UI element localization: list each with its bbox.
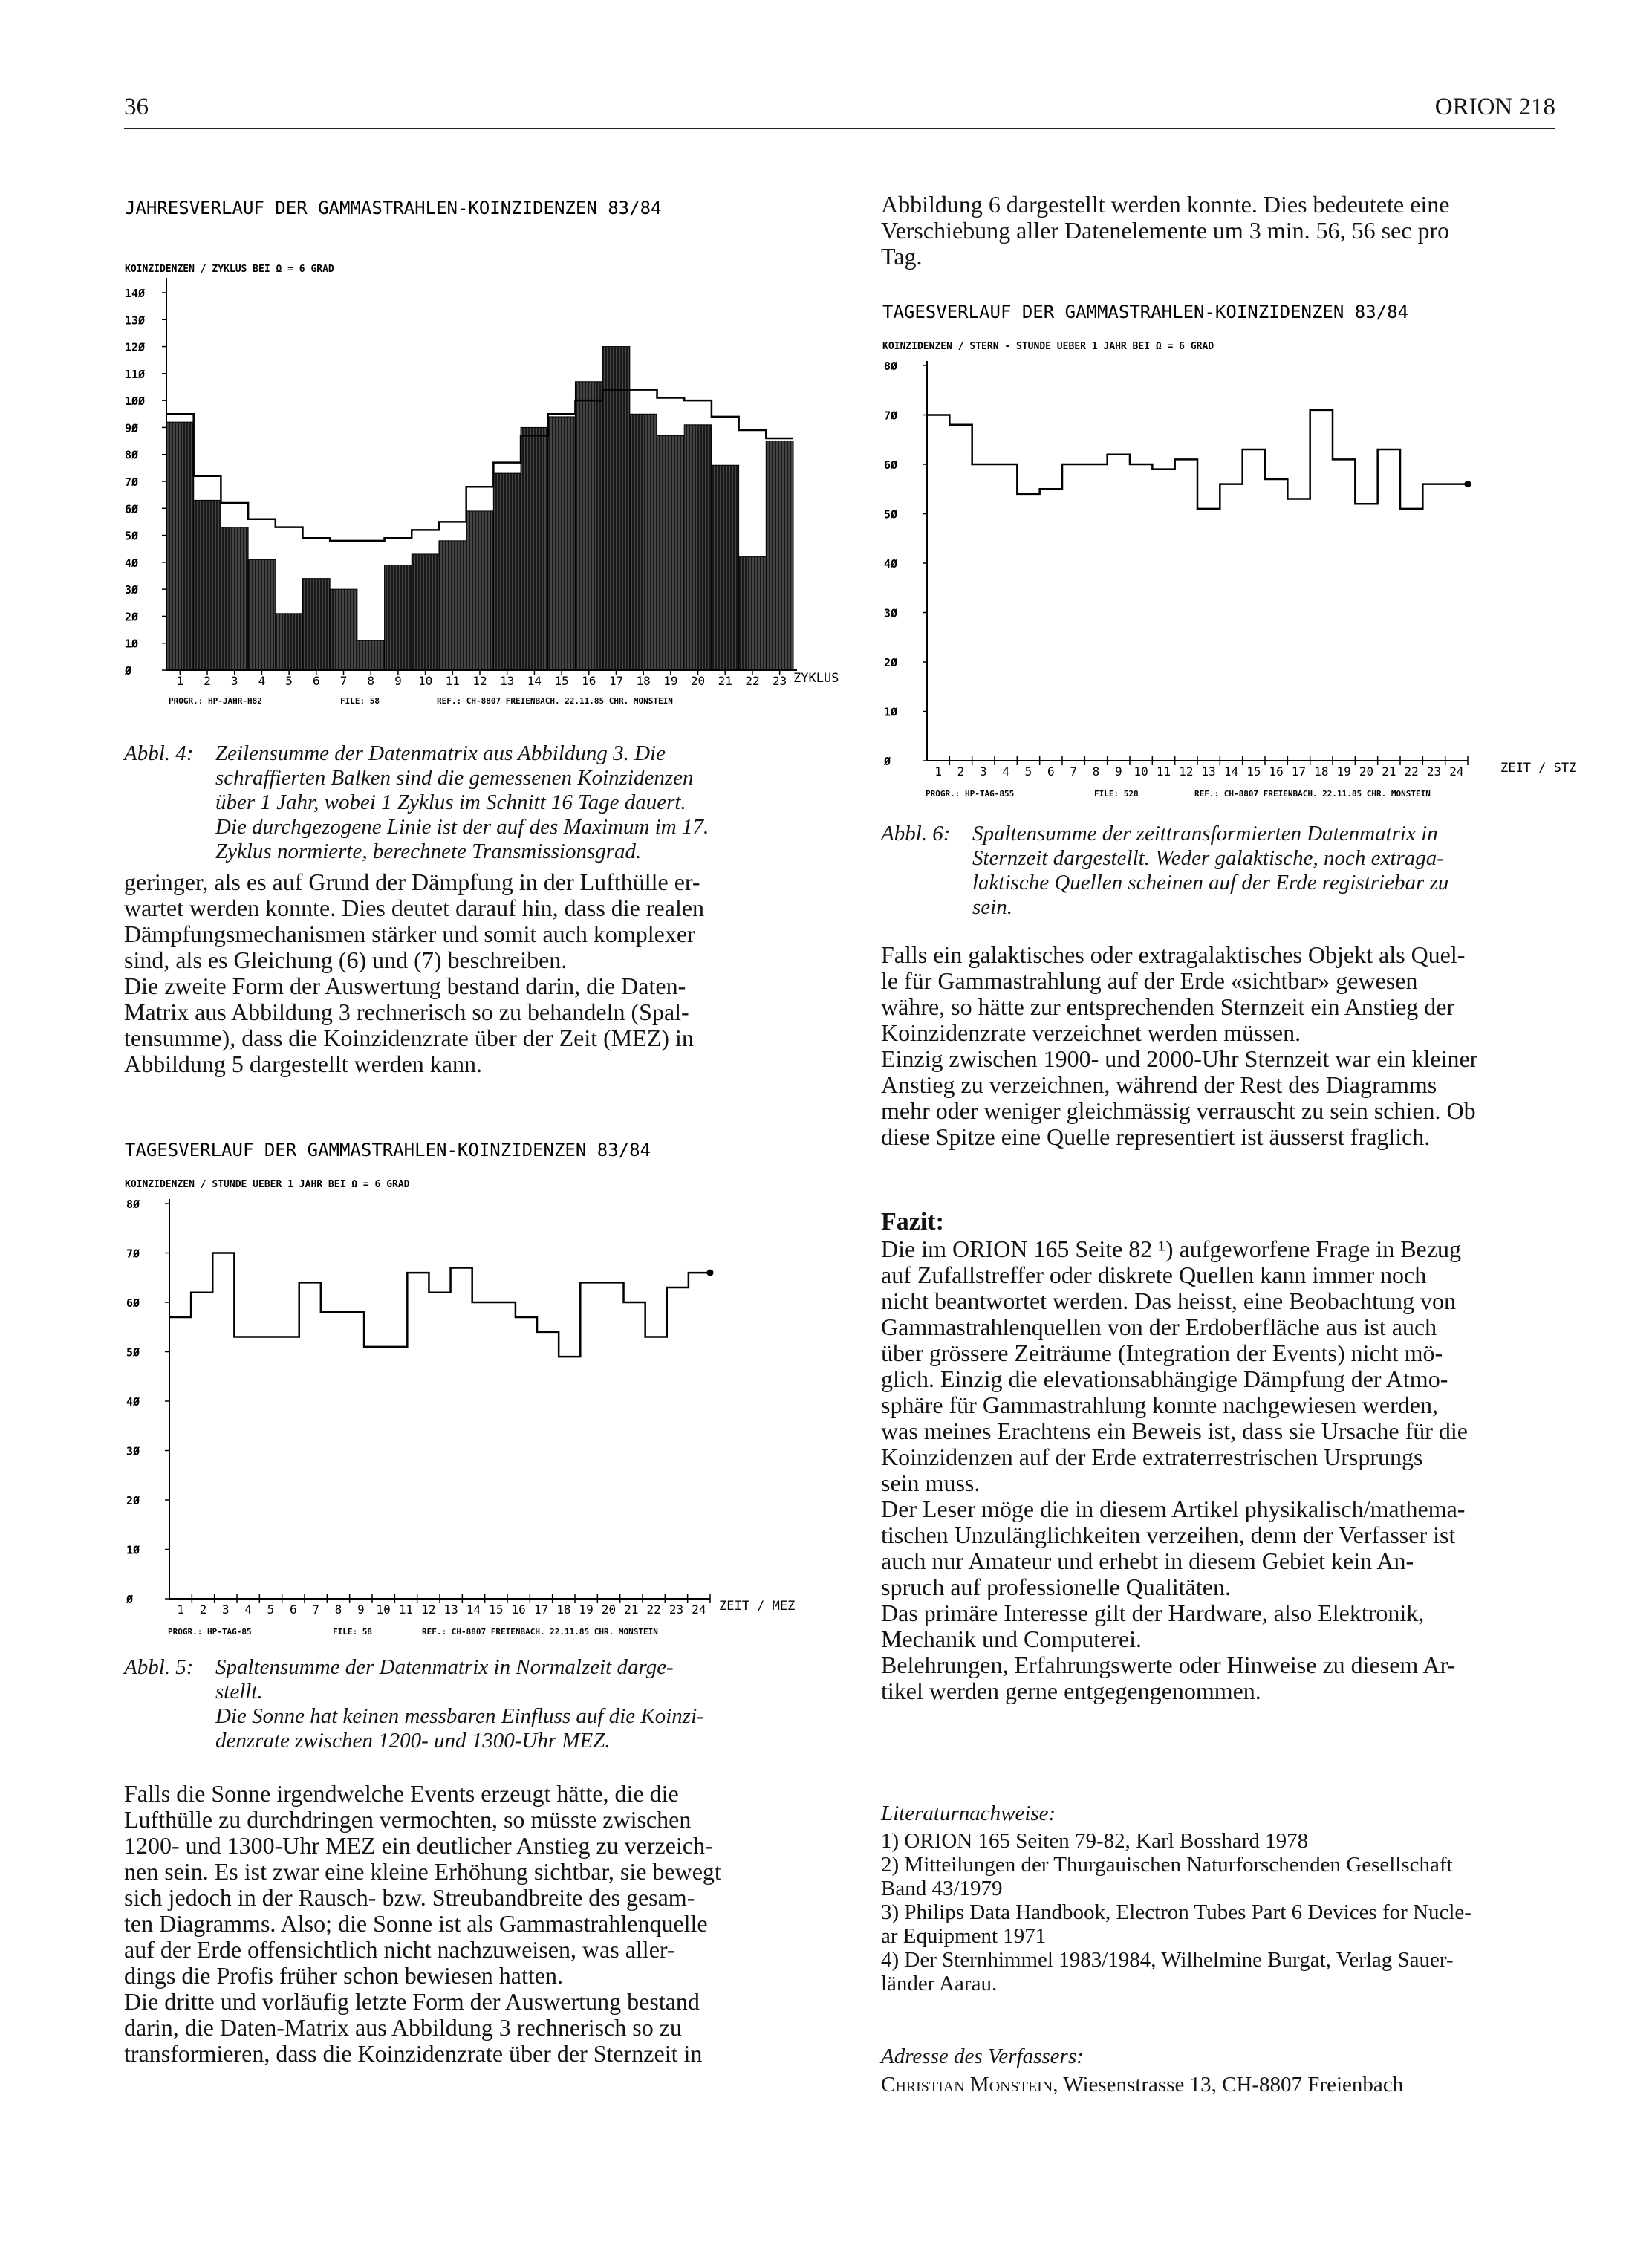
data-bar <box>302 579 330 670</box>
x-tick-label: 23 <box>1426 764 1442 779</box>
x-tick-label: 23 <box>773 674 787 688</box>
text-line: sich jedoch in der Rausch- bzw. Streubandbreite des gesam- <box>124 1884 695 1911</box>
caption-line: Die Sonne hat keinen messbaren Einfluss auf die Koinzi- <box>215 1704 704 1728</box>
right-paragraph-3 <box>881 1236 1598 1704</box>
fig6-end-point <box>1465 481 1471 487</box>
text-line: diese Spitze eine Quelle representiert ist äusserst fraglich. <box>881 1123 1431 1150</box>
x-tick-label: 12 <box>1179 764 1194 779</box>
fig5-series-line <box>169 1253 710 1357</box>
left-paragraph-2 <box>124 1781 841 2067</box>
text-line: Koinzidenzen auf der Erde extraterrestrischen Ursprungs <box>881 1443 1423 1470</box>
text-line: über grössere Zeiträume (Integration der Events) nicht mö- <box>881 1339 1443 1366</box>
data-bar <box>221 527 248 670</box>
x-tick-label: 14 <box>466 1602 481 1617</box>
figure-6-caption <box>881 822 1598 920</box>
data-bar <box>766 441 793 670</box>
data-bar <box>385 565 412 670</box>
y-tick-label: 8Ø <box>125 448 139 462</box>
x-tick-label: 7 <box>1070 764 1077 779</box>
journal-name: ORION 218 <box>1434 94 1555 120</box>
text-line: Die zweite Form der Auswertung bestand darin, die Daten- <box>124 972 686 999</box>
caption-line: denzrate zwischen 1200- und 1300-Uhr MEZ. <box>215 1729 611 1753</box>
x-tick-label: 12 <box>421 1602 436 1617</box>
data-bar <box>575 382 602 670</box>
x-tick-label: 5 <box>285 674 293 688</box>
text-line: glich. Einzig die elevationsabhängige Dämpfung der Atmo- <box>881 1365 1448 1392</box>
figure-4-chart <box>125 195 868 715</box>
y-tick-label: 3Ø <box>884 606 898 620</box>
figure-5-caption-label: Abbl. 5: <box>124 1655 194 1679</box>
x-tick-label: 18 <box>556 1602 571 1617</box>
x-tick-label: 22 <box>745 674 760 688</box>
text-line: sind, als es Gleichung (6) und (7) beschreiben. <box>124 946 568 973</box>
data-bar <box>357 640 385 670</box>
x-tick-label: 20 <box>1359 764 1374 779</box>
y-tick-label: 2Ø <box>884 656 898 669</box>
y-tick-label: 6Ø <box>884 458 898 472</box>
fig4-title: JAHRESVERLAUF DER GAMMASTRAHLEN-KOINZIDENZEN 83/84 <box>125 198 662 218</box>
literature-heading: Literaturnachweise: <box>881 1802 1056 1825</box>
y-tick-label: 5Ø <box>125 529 139 543</box>
text-line: tensumme), dass die Koinzidenzrate über der Zeit (MEZ) in <box>124 1024 694 1051</box>
x-tick-label: 2 <box>957 764 965 779</box>
text-line: nen sein. Es ist zwar eine kleine Erhöhung sichtbar, sie bewegt <box>124 1858 721 1885</box>
fig4-footer-prog: PROGR.: HP-JAHR-H82 <box>169 696 262 706</box>
figure-6-caption-label: Abbl. 6: <box>881 822 951 845</box>
x-tick-label: 2 <box>199 1602 207 1617</box>
right-paragraph-2 <box>881 942 1598 1150</box>
text-line: 1200- und 1300-Uhr MEZ ein deutlicher Anstieg zu verzeich- <box>124 1832 713 1859</box>
y-tick-label: Ø <box>884 755 891 768</box>
fig4-footer-file: FILE: 58 <box>340 696 380 706</box>
reference-item: länder Aarau. <box>881 1972 998 1995</box>
data-bar <box>657 435 685 670</box>
reference-item: 3) Philips Data Handbook, Electron Tubes Part 6 Devices for Nucle- <box>881 1900 1471 1924</box>
text-line: auf Zufallstreffer oder diskrete Quellen kann immer noch <box>881 1261 1427 1288</box>
data-bar <box>248 559 276 670</box>
y-tick-label: 4Ø <box>125 556 139 570</box>
text-line: Die im ORION 165 Seite 82 ¹) aufgeworfene Frage in Bezug <box>881 1235 1461 1262</box>
figure-4-caption <box>124 741 852 864</box>
text-line: Falls die Sonne irgendwelche Events erzeugt hätte, die die <box>124 1780 679 1807</box>
text-line: Tag. <box>881 243 923 270</box>
caption-line: Die durchgezogene Linie ist der auf des Maximum im 17. <box>215 815 709 839</box>
fig5-footer-prog: PROGR.: HP-TAG-85 <box>168 1627 252 1637</box>
fig6-footer-file: FILE: 528 <box>1094 789 1139 799</box>
figure-5-caption <box>124 1655 841 1753</box>
y-tick-label: Ø <box>126 1593 134 1606</box>
text-line: Mechanik und Computerei. <box>881 1626 1142 1652</box>
reference-item: 2) Mitteilungen der Thurgauischen Naturforschenden Gesellschaft <box>881 1853 1453 1877</box>
x-tick-label: 19 <box>579 1602 594 1617</box>
figure-6-chart <box>882 299 1625 811</box>
x-tick-label: 8 <box>334 1602 342 1617</box>
author-name: Christian Monstein <box>881 2073 1053 2097</box>
y-tick-label: 8Ø <box>884 360 898 373</box>
fig4-subtitle: KOINZIDENZEN / ZYKLUS BEI Ω = 6 GRAD <box>125 264 334 275</box>
x-tick-label: 22 <box>1404 764 1419 779</box>
text-line: tischen Unzulänglichkeiten verzeihen, denn der Verfasser ist <box>881 1522 1456 1548</box>
figure-5-chart <box>125 1137 853 1657</box>
x-tick-label: 15 <box>554 674 569 688</box>
text-line: transformieren, dass die Koinzidenzrate über der Sternzeit in <box>124 2040 703 2067</box>
x-tick-label: 3 <box>980 764 987 779</box>
text-line: tikel werden gerne entgegengenommen. <box>881 1678 1261 1704</box>
y-tick-label: 14Ø <box>125 287 146 300</box>
text-line: Der Leser möge die in diesem Artikel physikalisch/mathema- <box>881 1496 1466 1522</box>
reference-item: ar Equipment 1971 <box>881 1924 1047 1948</box>
fig4-footer-ref: REF.: CH-8807 FREIENBACH. 22.11.85 CHR. MONSTEIN <box>437 696 673 706</box>
text-line: geringer, als es auf Grund der Dämpfung in der Lufthülle er- <box>124 868 700 895</box>
text-line: mehr oder weniger gleichmässig verrauscht zu sein schien. Ob <box>881 1097 1476 1124</box>
y-tick-label: 5Ø <box>126 1345 140 1360</box>
y-tick-label: 3Ø <box>125 583 139 597</box>
x-tick-label: 20 <box>601 1602 617 1617</box>
x-tick-label: 18 <box>1314 764 1329 779</box>
x-tick-label: 22 <box>646 1602 661 1617</box>
x-tick-label: 3 <box>222 1602 230 1617</box>
caption-line: Sternzeit dargestellt. Weder galaktische, noch extraga- <box>972 846 1444 870</box>
x-tick-label: 13 <box>500 674 515 688</box>
figure-4-caption-label: Abbl. 4: <box>124 741 194 765</box>
fig5-title: TAGESVERLAUF DER GAMMASTRAHLEN-KOINZIDENZEN 83/84 <box>125 1140 651 1160</box>
x-tick-label: 19 <box>1336 764 1351 779</box>
y-tick-label: 6Ø <box>125 502 139 516</box>
x-tick-label: 2 <box>204 674 211 688</box>
data-bar <box>194 500 221 670</box>
x-tick-label: 15 <box>489 1602 504 1617</box>
x-tick-label: 3 <box>230 674 238 688</box>
x-tick-label: 9 <box>357 1602 365 1617</box>
reference-item: 4) Der Sternhimmel 1983/1984, Wilhelmine Burgat, Verlag Sauer- <box>881 1948 1454 1972</box>
y-tick-label: 13Ø <box>125 314 146 328</box>
data-bar <box>466 511 494 670</box>
x-tick-label: 10 <box>417 674 433 688</box>
x-tick-label: 21 <box>718 674 732 688</box>
y-tick-label: 4Ø <box>126 1395 140 1409</box>
data-bar <box>439 541 466 670</box>
data-bar <box>412 554 439 670</box>
fig6-footer-ref: REF.: CH-8807 FREIENBACH. 22.11.85 CHR. MONSTEIN <box>1194 789 1431 799</box>
text-line: Anstieg zu verzeichnen, während der Rest des Diagramms <box>881 1071 1437 1098</box>
page-number: 36 <box>124 94 149 120</box>
reference-item: 1) ORION 165 Seiten 79-82, Karl Bosshard 1978 <box>881 1829 1309 1853</box>
fig4-x-unit: ZYKLUS <box>793 671 839 686</box>
text-line: spruch auf professionelle Qualitäten. <box>881 1574 1231 1600</box>
fig6-series-line <box>927 410 1468 509</box>
y-tick-label: 4Ø <box>884 557 898 571</box>
y-tick-label: 1ØØ <box>125 394 146 409</box>
x-tick-label: 20 <box>690 674 706 688</box>
data-bar <box>548 417 576 670</box>
text-line: wartet werden konnte. Dies deutet darauf hin, dass die realen <box>124 894 705 921</box>
x-tick-label: 19 <box>663 674 678 688</box>
y-tick-label: 5Ø <box>884 507 898 522</box>
y-tick-label: 2Ø <box>125 610 139 624</box>
data-bar <box>712 465 739 670</box>
text-line: dings die Profis früher schon bewiesen hatten. <box>124 1962 563 1989</box>
x-tick-label: 5 <box>267 1602 275 1617</box>
text-line: währe, so hätte zur entsprechenden Sternzeit ein Anstieg der <box>881 993 1455 1020</box>
y-tick-label: 7Ø <box>125 475 139 489</box>
text-line: auf der Erde offensichtlich nicht nachzuweisen, was aller- <box>124 1936 675 1963</box>
text-line: Das primäre Interesse gilt der Hardware, also Elektronik, <box>881 1600 1425 1626</box>
x-tick-label: 11 <box>1156 764 1171 779</box>
x-tick-label: 14 <box>1223 764 1239 779</box>
text-line: Dämpfungsmechanismen stärker und somit auch komplexer <box>124 920 695 947</box>
y-tick-label: Ø <box>125 664 132 678</box>
x-tick-label: 15 <box>1246 764 1261 779</box>
x-tick-label: 16 <box>582 674 596 688</box>
caption-line: über 1 Jahr, wobei 1 Zyklus im Schnitt 16 Tage dauert. <box>215 790 686 814</box>
x-tick-label: 8 <box>1092 764 1100 779</box>
x-tick-label: 14 <box>527 674 542 688</box>
caption-line: Spaltensumme der Datenmatrix in Normalzeit darge- <box>215 1655 674 1679</box>
fazit-heading: Fazit: <box>881 1208 944 1235</box>
fig5-x-unit: ZEIT / MEZ <box>719 1599 796 1614</box>
x-tick-label: 13 <box>443 1602 458 1617</box>
x-tick-label: 6 <box>313 674 320 688</box>
y-tick-label: 3Ø <box>126 1444 140 1458</box>
y-tick-label: 1Ø <box>125 637 139 651</box>
x-tick-label: 18 <box>636 674 651 688</box>
x-tick-label: 9 <box>1115 764 1122 779</box>
fig6-title: TAGESVERLAUF DER GAMMASTRAHLEN-KOINZIDENZEN 83/84 <box>882 302 1409 322</box>
x-tick-label: 21 <box>624 1602 639 1617</box>
text-line: Abbildung 5 dargestellt werden kann. <box>124 1050 482 1077</box>
fig5-end-point <box>707 1270 714 1276</box>
text-line: Lufthülle zu durchdringen vermochten, so müsste zwischen <box>124 1806 692 1833</box>
x-tick-label: 16 <box>1269 764 1284 779</box>
x-tick-label: 11 <box>398 1602 414 1617</box>
left-paragraph-1 <box>124 869 841 1077</box>
text-line: Verschiebung aller Datenelemente um 3 min. 56, 56 sec pro <box>881 217 1450 244</box>
header-rule <box>124 128 1555 129</box>
x-tick-label: 6 <box>1047 764 1055 779</box>
y-tick-label: 8Ø <box>126 1198 140 1211</box>
text-line: sein muss. <box>881 1470 981 1496</box>
data-bar <box>330 589 357 670</box>
caption-line: Spaltensumme der zeittransformierten Datenmatrix in <box>972 822 1438 845</box>
y-tick-label: 6Ø <box>126 1296 140 1310</box>
y-tick-label: 7Ø <box>126 1247 140 1261</box>
text-line: ten Diagramms. Also; die Sonne ist als Gammastrahlenquelle <box>124 1910 708 1937</box>
text-line: sphäre für Gammastrahlung konnte nachgewiesen werden, <box>881 1391 1438 1418</box>
y-tick-label: 1Ø <box>126 1543 140 1557</box>
x-tick-label: 21 <box>1382 764 1396 779</box>
y-tick-label: 7Ø <box>884 409 898 423</box>
x-tick-label: 1 <box>934 764 942 779</box>
fig6-footer-prog: PROGR.: HP-TAG-855 <box>926 789 1015 799</box>
x-tick-label: 24 <box>692 1602 706 1617</box>
text-line: Die dritte und vorläufig letzte Form der Auswertung bestand <box>124 1988 700 2015</box>
x-tick-label: 8 <box>367 674 375 688</box>
x-tick-label: 7 <box>312 1602 319 1617</box>
x-tick-label: 10 <box>1134 764 1148 779</box>
x-tick-label: 9 <box>394 674 402 688</box>
data-bar <box>684 425 712 670</box>
text-line: Abbildung 6 dargestellt werden konnte. Dies bedeutete eine <box>881 191 1450 218</box>
x-tick-label: 10 <box>376 1602 391 1617</box>
x-tick-label: 6 <box>290 1602 297 1617</box>
x-tick-label: 4 <box>1002 764 1009 779</box>
caption-line: laktische Quellen scheinen auf der Erde registriebar zu <box>972 871 1449 894</box>
fig6-subtitle: KOINZIDENZEN / STERN - STUNDE UEBER 1 JAHR BEI Ω = 6 GRAD <box>882 341 1214 352</box>
text-line: Falls ein galaktisches oder extragalaktisches Objekt als Quel- <box>881 941 1466 968</box>
text-line: Koinzidenzrate verzeichnet werden müssen. <box>881 1019 1301 1046</box>
text-line: Belehrungen, Erfahrungswerte oder Hinweise zu diesem Ar- <box>881 1652 1456 1678</box>
x-tick-label: 24 <box>1449 764 1464 779</box>
y-tick-label: 11Ø <box>125 367 146 381</box>
right-paragraph-1 <box>881 192 1598 270</box>
data-bar <box>493 473 521 670</box>
x-tick-label: 12 <box>472 674 487 688</box>
fig5-footer-ref: REF.: CH-8807 FREIENBACH. 22.11.85 CHR. MONSTEIN <box>422 1627 658 1637</box>
x-tick-label: 4 <box>244 1602 252 1617</box>
text-line: darin, die Daten-Matrix aus Abbildung 3 rechnerisch so zu <box>124 2014 682 2041</box>
caption-line: schraffierten Balken sind die gemessenen Koinzidenzen <box>215 766 694 790</box>
y-tick-label: 2Ø <box>126 1494 140 1507</box>
x-tick-label: 11 <box>445 674 460 688</box>
caption-line: stellt. <box>215 1680 263 1704</box>
address-heading: Adresse des Verfassers: <box>881 2045 1084 2068</box>
x-tick-label: 4 <box>258 674 266 688</box>
fig6-x-unit: ZEIT / STZ <box>1500 761 1577 776</box>
literature-list <box>881 1829 1598 1995</box>
x-tick-label: 17 <box>533 1602 549 1617</box>
caption-line: Zyklus normierte, berechnete Transmissionsgrad. <box>215 840 642 863</box>
data-bar <box>166 422 194 670</box>
x-tick-label: 1 <box>176 674 184 688</box>
text-line: le für Gammastrahlung auf der Erde «sichtbar» gewesen <box>881 967 1418 994</box>
x-tick-label: 13 <box>1201 764 1216 779</box>
x-tick-label: 1 <box>177 1602 184 1617</box>
data-bar <box>602 347 630 670</box>
text-line: Matrix aus Abbildung 3 rechnerisch so zu behandeln (Spal- <box>124 998 689 1025</box>
x-tick-label: 5 <box>1024 764 1032 779</box>
y-tick-label: 1Ø <box>884 705 898 719</box>
text-line: was meines Erachtens ein Beweis ist, dass sie Ursache für die <box>881 1417 1468 1444</box>
data-bar <box>739 557 767 670</box>
y-tick-label: 9Ø <box>125 421 139 435</box>
caption-line: Zeilensumme der Datenmatrix aus Abbildung 3. Die <box>215 741 666 765</box>
fig5-footer-file: FILE: 58 <box>333 1627 372 1637</box>
x-tick-label: 17 <box>1291 764 1307 779</box>
author-address <box>881 2073 1598 2097</box>
data-bar <box>521 427 548 670</box>
text-line: nicht beantwortet werden. Das heisst, eine Beobachtung von <box>881 1287 1456 1314</box>
fig5-subtitle: KOINZIDENZEN / STUNDE UEBER 1 JAHR BEI Ω = 6 GRAD <box>125 1179 410 1190</box>
data-bar <box>630 414 657 670</box>
author-address-rest: , Wiesenstrasse 13, CH-8807 Freienbach <box>1053 2073 1404 2097</box>
data-bar <box>276 614 303 670</box>
y-tick-label: 12Ø <box>125 340 146 354</box>
x-tick-label: 23 <box>669 1602 684 1617</box>
x-tick-label: 17 <box>608 674 624 688</box>
text-line: Gammastrahlenquellen von der Erdoberfläche aus ist auch <box>881 1313 1437 1340</box>
x-tick-label: 16 <box>511 1602 526 1617</box>
caption-line: sein. <box>972 895 1012 919</box>
text-line: Einzig zwischen 1900- und 2000-Uhr Sternzeit war ein kleiner <box>881 1045 1478 1072</box>
text-line: auch nur Amateur und erhebt in diesem Gebiet kein An- <box>881 1548 1414 1574</box>
x-tick-label: 7 <box>339 674 348 688</box>
reference-item: Band 43/1979 <box>881 1877 1003 1900</box>
